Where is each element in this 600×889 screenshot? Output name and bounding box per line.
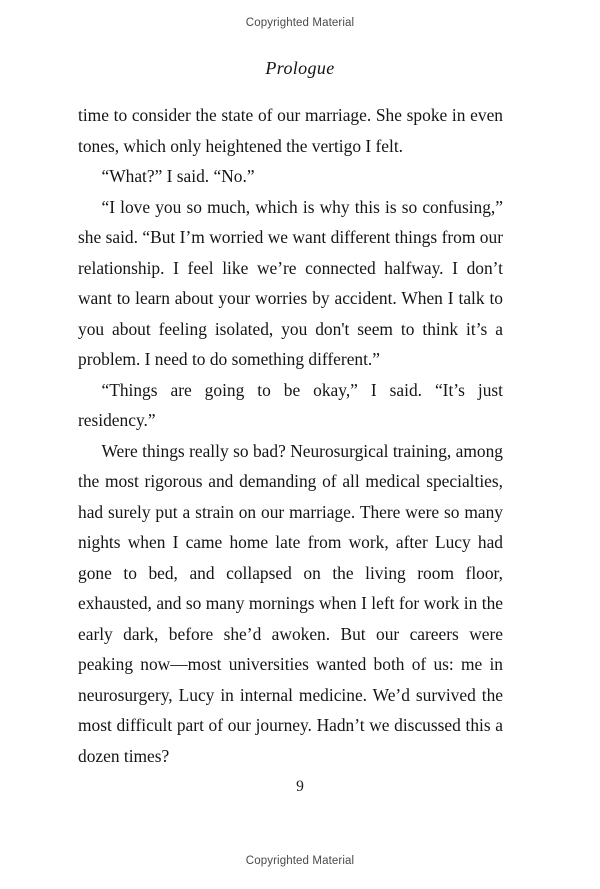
paragraph: “Things are going to be okay,” I said. “It’s just residency.” (78, 379, 503, 430)
paragraph: Were things really so bad? Neurosurgical training, among the most rigorous and demanding of all medical specialties, had surely put a strain on our marriage. There were so many nights when I came home late from work, after Lucy had gone to bed, and collapsed on the living room floor, exhausted, and so many mornings when I left for work in the early dark, before she’d awoken. But our careers were peaking now—most universities wanted both of us: me in neurosurgery, Lucy in internal medicine. We’d survived the most difficult part of our journey. Hadn’t we discussed this a dozen times? (78, 440, 503, 766)
paragraph: time to consider the state of our marriage. She spoke in even tones, which only heightened the vertigo I felt. (78, 105, 503, 156)
copyright-watermark-top: Copyrighted Material (245, 17, 355, 29)
copyright-watermark-bottom: Copyrighted Material (245, 855, 355, 867)
running-head: Prologue (265, 58, 335, 78)
page-number: 9 (296, 778, 304, 795)
body-text (78, 100, 503, 771)
paragraph: “What?” I said. “No.” (101, 166, 255, 186)
paragraph: “I love you so much, which is why this is so confusing,” she said. “But I’m worried we want different things from our relationship. I feel like we’re connected halfway. I don’t want to learn about your worries by accident. When I talk to you about feeling isolated, you don't seem to think it’s a problem. I need to do something different.” (78, 196, 503, 369)
